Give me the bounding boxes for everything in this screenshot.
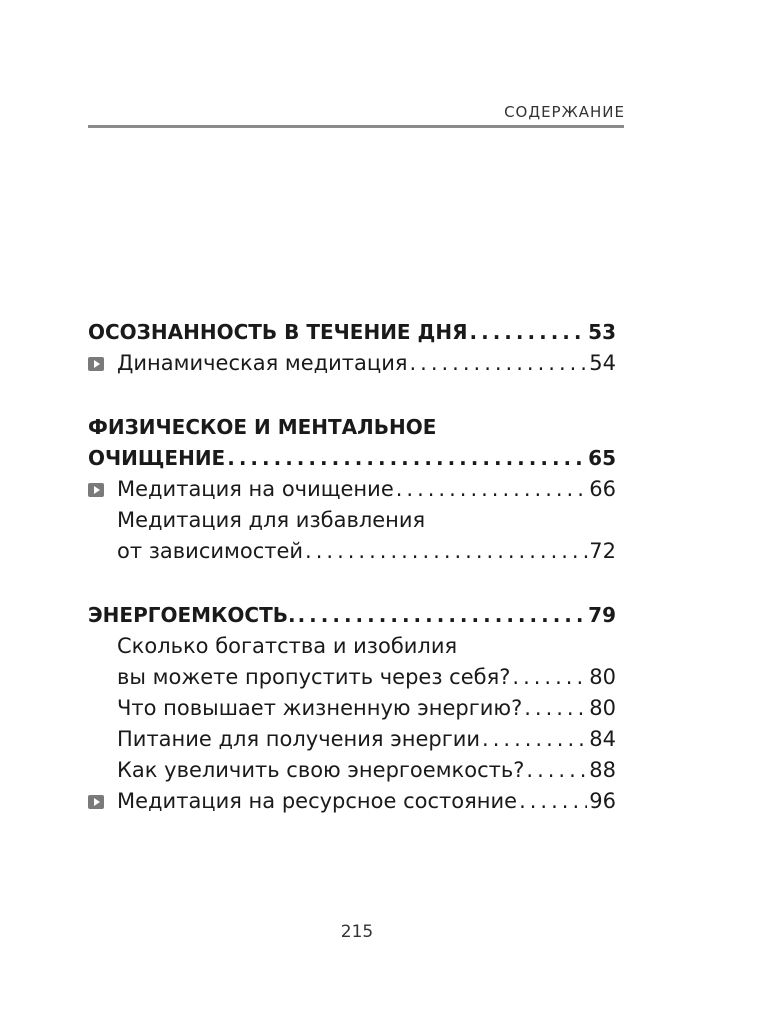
leader-dots xyxy=(409,348,587,379)
entry-title: Как увеличить свою энергоемкость? xyxy=(117,758,525,782)
page-ref: 80 xyxy=(589,696,616,720)
section-title: ЭНЕРГОЕМКОСТЬ. xyxy=(88,603,296,627)
toc-entry xyxy=(88,724,616,755)
page-ref: 65 xyxy=(588,446,616,470)
running-head: СОДЕРЖАНИЕ xyxy=(504,103,625,121)
leader-dots xyxy=(227,443,586,474)
leader-dots xyxy=(470,317,587,348)
page-ref: 80 xyxy=(589,665,616,689)
entry-title: Что повышает жизненную энергию? xyxy=(117,696,523,720)
page-ref: 96 xyxy=(589,789,616,813)
entry-title: Сколько богатства и изобилия xyxy=(117,634,458,658)
leader-dots xyxy=(526,755,587,786)
header-rule xyxy=(88,125,624,128)
toc-entry xyxy=(88,474,616,505)
toc-section-continued xyxy=(88,443,616,474)
toc-entry xyxy=(88,348,616,379)
toc-entry xyxy=(88,505,616,536)
entry-title: Медитация на ресурсное состояние xyxy=(117,789,518,813)
toc-entry xyxy=(88,693,616,724)
toc-section xyxy=(88,600,616,631)
page-ref: 79 xyxy=(588,603,616,627)
toc-section xyxy=(88,317,616,348)
entry-title: Питание для получения энергии xyxy=(117,727,481,751)
page-ref: 53 xyxy=(588,320,616,344)
page-ref: 66 xyxy=(589,477,616,501)
toc-entry xyxy=(88,755,616,786)
play-marker-icon xyxy=(88,483,104,497)
page-ref: 54 xyxy=(589,351,616,375)
table-of-contents xyxy=(88,317,616,817)
leader-dots xyxy=(512,662,587,693)
leader-dots xyxy=(298,600,587,631)
section-title: ОЧИЩЕНИЕ xyxy=(88,446,226,470)
toc-entry-continued xyxy=(88,536,616,567)
entry-title: Медитация на очищение xyxy=(117,477,394,501)
entry-title: Медитация для избавления xyxy=(117,508,426,532)
entry-title: Динамическая медитация xyxy=(117,351,408,375)
toc-entry-continued xyxy=(88,662,616,693)
play-marker-icon xyxy=(88,795,104,809)
toc-entry xyxy=(88,786,616,817)
leader-dots xyxy=(524,693,587,724)
section-title: ФИЗИЧЕСКОЕ И МЕНТАЛЬНОЕ xyxy=(88,415,437,439)
play-marker-icon xyxy=(88,357,104,371)
leader-dots xyxy=(482,724,587,755)
section-title: ОСОЗНАННОСТЬ В ТЕЧЕНИЕ ДНЯ xyxy=(88,320,468,344)
page-ref: 84 xyxy=(589,727,616,751)
page-number: 215 xyxy=(340,922,374,942)
page-ref: 88 xyxy=(589,758,616,782)
entry-title: вы можете пропустить через себя? xyxy=(117,665,511,689)
toc-entry xyxy=(88,631,616,662)
page-ref: 72 xyxy=(589,539,616,563)
leader-dots xyxy=(305,536,587,567)
toc-section xyxy=(88,412,616,443)
leader-dots xyxy=(396,474,588,505)
leader-dots xyxy=(519,786,587,817)
entry-title: от зависимостей xyxy=(117,539,304,563)
